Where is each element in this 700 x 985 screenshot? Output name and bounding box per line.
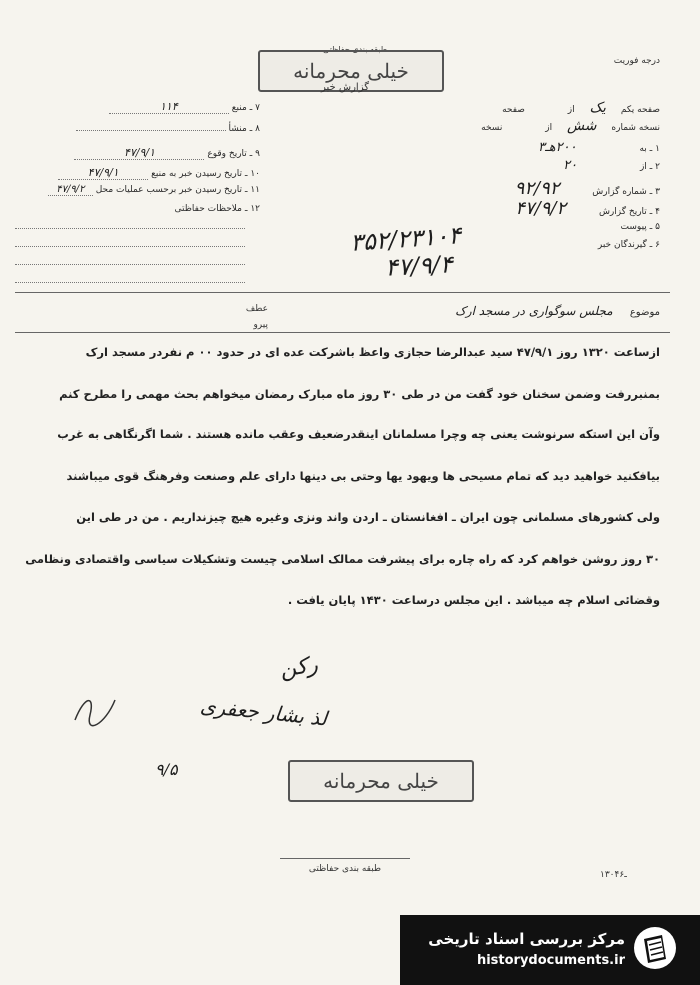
report-type: گزارش خبر — [321, 82, 369, 93]
classification-stamp: خیلی محرمانه — [258, 50, 444, 92]
right-field — [400, 198, 660, 219]
field-unit: صفحه — [502, 105, 525, 115]
footer-divider — [280, 858, 410, 859]
body-line: وآن این استکه سرنوشت یعنی چه وچرا مسلمانان اینقدرضعیف وعقب مانده هستند . شما اگرنگاهی به غرب — [57, 427, 660, 441]
footer-caption: طبقه بندی حفاظتی — [308, 864, 382, 874]
bottom-classification-stamp: خیلی محرمانه — [288, 760, 474, 802]
body-line: وقضائی اسلام چه میباشد . این مجلس درساعت ۱۴۳۰ پایان یافت . — [287, 593, 660, 607]
handwritten-date: ۴۷/۹/۴ — [384, 250, 454, 282]
right-field — [400, 178, 660, 199]
right-field — [400, 118, 660, 134]
blank-line — [15, 282, 245, 283]
watermark-url: historydocuments.ir — [476, 953, 625, 968]
subject-row — [340, 304, 660, 318]
field-unit: نسخه — [481, 123, 503, 133]
subject-text: مجلس سوگواری در مسجد ارک — [455, 304, 613, 318]
field-value: ۴۷/۹/۲ — [515, 198, 567, 219]
field-value: ۴۷/۹/۱ — [58, 166, 148, 180]
watermark-org-name: مرکز بررسی اسناد تاریخی — [428, 930, 625, 948]
right-field — [400, 158, 660, 173]
right-field — [400, 140, 660, 155]
field-value: ۴۷/۹/۱ — [74, 146, 204, 160]
field-label: ۱ ـ به — [639, 144, 660, 154]
field-label: ۵ ـ پیوست — [620, 222, 660, 232]
initials-scribble — [70, 690, 120, 730]
field-label: ۱۲ ـ ملاحظات حفاظتی — [174, 204, 260, 214]
field-label: ۲ ـ از — [639, 162, 660, 172]
archive-logo-icon — [632, 925, 678, 971]
blank-line — [15, 264, 245, 265]
field-value: شش — [566, 118, 597, 134]
field-label: ۴ ـ تاریخ گزارش — [598, 207, 660, 217]
left-field — [15, 184, 260, 196]
page-code: ۱۳۰ـ۴۶ — [600, 870, 627, 880]
field-value: ۱۱۴ — [109, 100, 229, 114]
right-field — [400, 100, 660, 116]
field-value: ۹۲/۹۲ — [514, 178, 560, 199]
left-field — [15, 146, 260, 160]
field-label: نسخه شماره — [611, 123, 660, 133]
body-line: بیافکنید خواهید دید که تمام مسیحی ها ویهود یها وحتی بی دینها دارای علم وصنعت وفرهنگ قوی میباشند — [66, 469, 660, 483]
left-field — [15, 166, 260, 180]
blank-line — [15, 246, 245, 247]
handwritten-date-note: ۹/۵ — [155, 760, 178, 779]
body-line: ۳۰ روز روشن خواهم کرد که راه چاره برای پیشرفت ممالک اسلامی چیست وتشکیلات سیاسی واقتصادی ونظامی — [25, 552, 660, 566]
field-label: ۷ ـ منبع — [231, 103, 260, 113]
priority-label: درجه فوریت — [613, 56, 660, 66]
handwritten-note: رکن — [278, 652, 320, 683]
side-note: عطف — [245, 304, 268, 314]
body-line: بمنبررفت وضمن سخنان خود گفت من در طی ۳۰ روز ماه مبارک رمضان میخواهم بحث مهمی را مطرح کنم — [59, 387, 660, 401]
field-label: صفحه یکم — [620, 105, 660, 115]
body-line: ولی کشورهای مسلمانی چون ایران ـ افغانستان ـ اردن واند ونزی وغیره هیچ چیزنداریم . من در طی این — [76, 510, 660, 524]
field-value — [76, 130, 226, 131]
field-label: ۱۰ ـ تاریخ رسیدن خبر به منبع — [151, 169, 260, 179]
field-label: ۹ ـ تاریخ وقوع — [207, 149, 260, 159]
side-note: پیرو — [253, 320, 268, 330]
field-value: یک — [589, 100, 606, 116]
field-from: از — [545, 123, 553, 133]
subject-label: موضوع — [629, 307, 660, 318]
field-label: ۱۱ ـ تاریخ رسیدن خبر برحسب عملیات محل — [95, 185, 260, 195]
left-field — [15, 100, 260, 114]
divider — [15, 292, 670, 293]
classification-caption: طبقه بندی حفاظتی — [322, 45, 388, 54]
field-from: از — [567, 105, 575, 115]
handwritten-ref: ۳۵۲/۲۳۱۰۴ — [349, 221, 463, 257]
left-field — [15, 124, 260, 134]
field-label: ۳ ـ شماره گزارش — [592, 187, 660, 197]
blank-line — [15, 228, 245, 229]
field-value: ۲۰ — [563, 158, 578, 173]
field-label: ۸ ـ منشأ — [228, 124, 260, 134]
signature: لذ بشار جعفری — [199, 693, 329, 731]
field-value: ۴۷/۹/۲ — [48, 184, 93, 196]
field-label: ۶ ـ گیرندگان خبر — [597, 240, 660, 250]
divider — [15, 332, 670, 333]
left-field — [15, 204, 260, 214]
body-line: ازساعت ۱۳۲۰ روز ۴۷/۹/۱ سید عبدالرضا حجازی واعظ باشرکت عده ای در حدود ۰۰ م نفردر مسجد ارک — [85, 345, 660, 359]
field-value: ۲۰۰هـ۳ — [537, 140, 577, 155]
